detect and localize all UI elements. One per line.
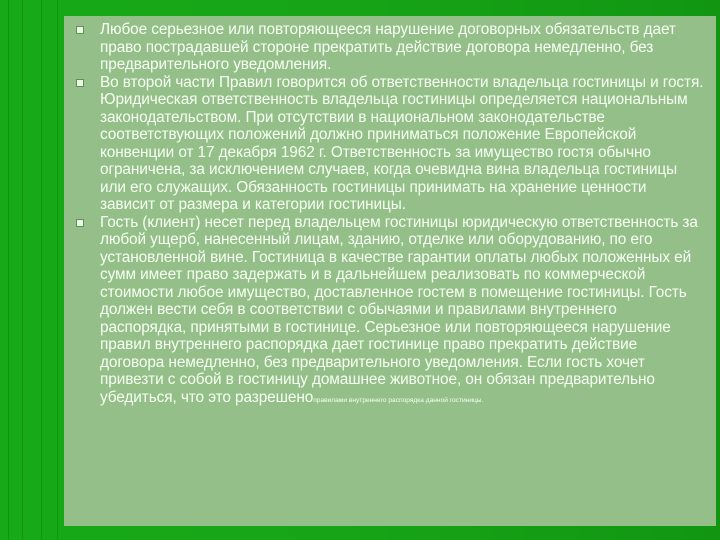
background-stripe <box>22 0 23 540</box>
background-stripe <box>57 0 58 540</box>
square-bullet-icon <box>76 79 84 87</box>
bullet-item-2 <box>76 74 704 214</box>
background-stripe <box>8 0 9 540</box>
bullet-text: Любое серьезное или повторяющееся нарушение договорных обязательств дает право пострадавшей стороне прекратить действие договора немедленно, без предварительного уведомления. <box>100 21 676 73</box>
square-bullet-icon <box>76 26 84 34</box>
bullet-item-1 <box>76 21 704 74</box>
bullet-list <box>76 21 704 406</box>
bullet-footnote: правилами внутреннего распорядка данной гостиницы. <box>313 396 484 404</box>
background-stripe <box>41 0 42 540</box>
bullet-item-3 <box>76 214 704 407</box>
bullet-text: Во второй части Правил говорится об ответственности владельца гостиницы и гостя. Юридическая ответственность владельца гостиницы определяется национальным законодательством. При отсутствии в национальном законодательстве соответствующих положений должно приниматься положение Европейской конвенции от 17 декабря 1962 г. Ответственность за имущество гостя обычно ограничена, за исключением случаев, когда очевидна вина владельца гостиницы или его служащих. Обязанность гостиницы принимать на хранение ценности зависит от размера и категории гостиницы. <box>100 73 704 213</box>
bullet-text: Гость (клиент) несет перед владельцем гостиницы юридическую ответственность за любой ущерб, нанесенный лицам, зданию, отделке или оборудованию, по его установленной вине. Гостиница в качестве гарантии оплаты любых положенных ей сумм имеет право задержать и в дальнейшем реализовать по коммерческой стоимости любое имущество, доставленное гостем в помещение гостиницы. Гость должен вести себя в соответствии с обычаями и правилами внутреннего распорядка, принятыми в гостинице. Серьезное или повторяющееся нарушение правил внутреннего распорядка дает гостинице право прекратить действие договора немедленно, без предварительного уведомления. Если гость хочет привезти с собой в гостиницу домашнее животное, он обязан предварительно убедиться, что это разрешено <box>100 213 698 406</box>
square-bullet-icon <box>76 219 84 227</box>
